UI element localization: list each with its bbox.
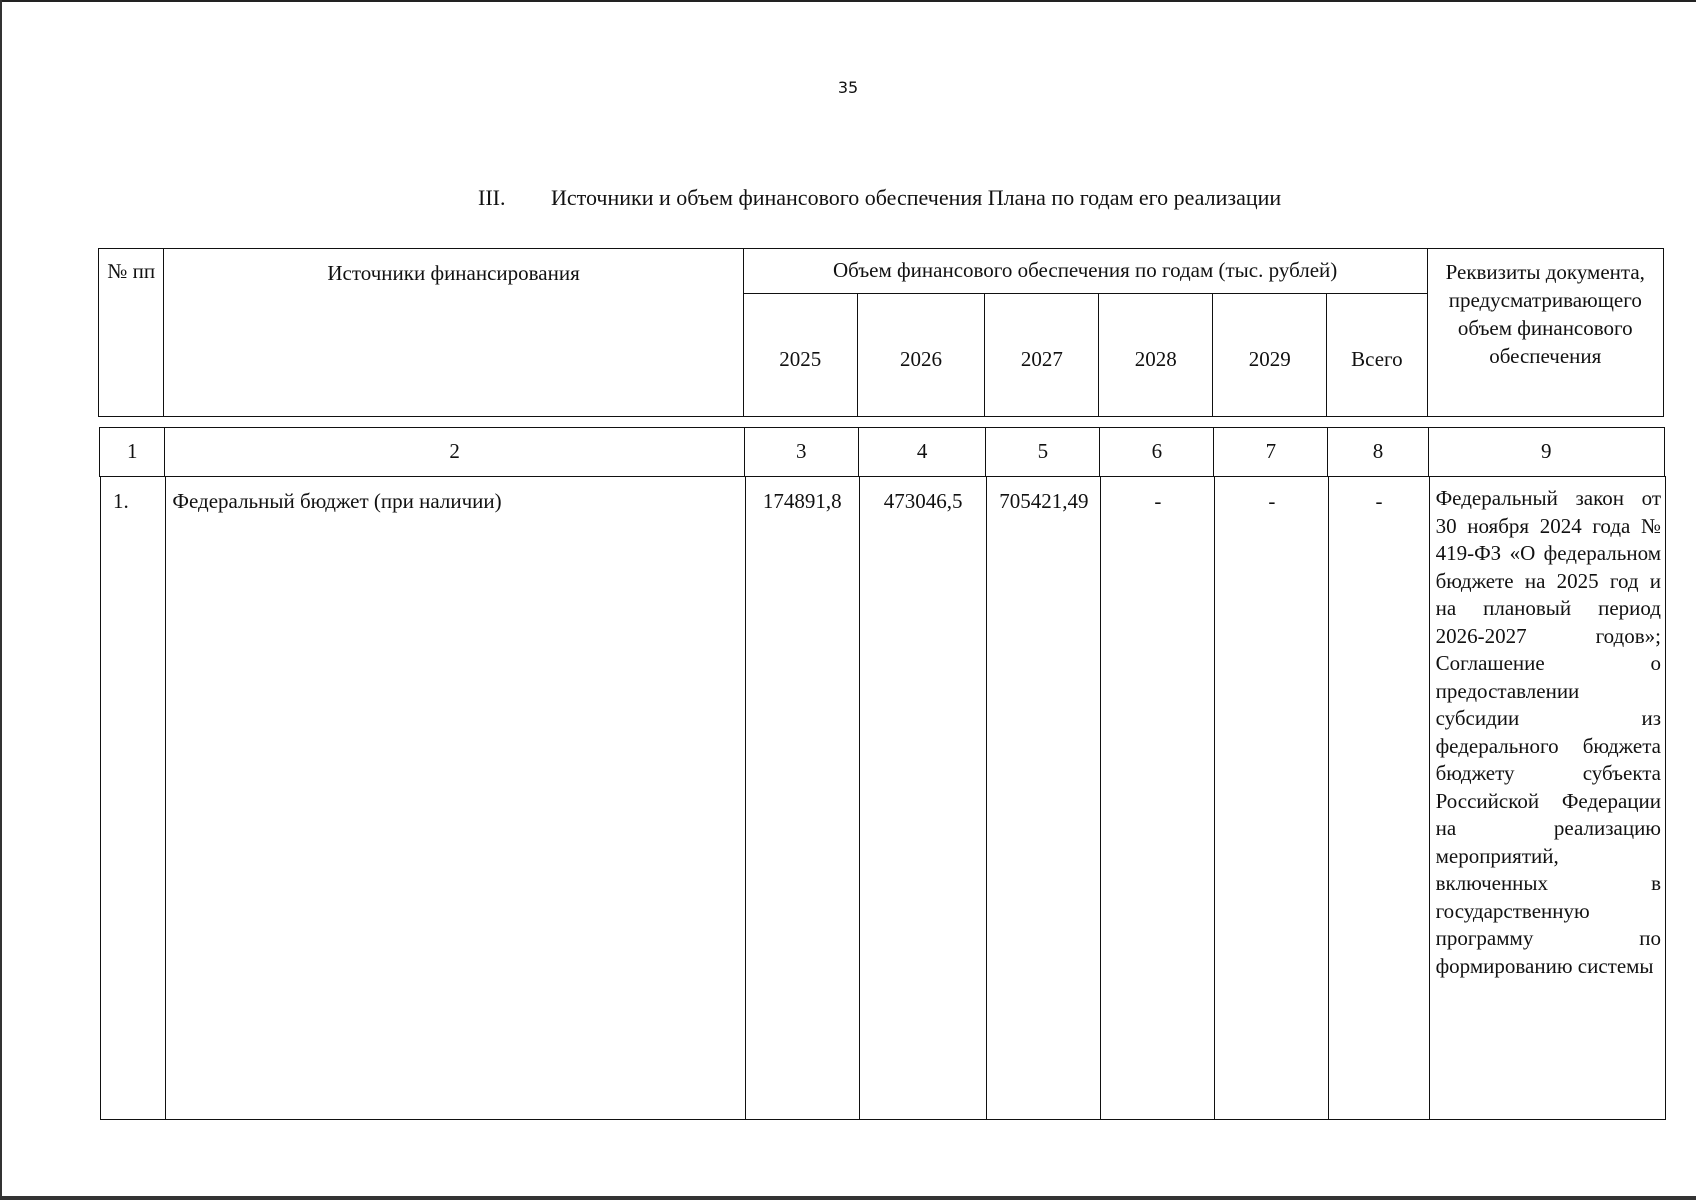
section-heading — [478, 185, 1281, 211]
header-volume: Объем финансового обеспечения по годам (тыс. рублей) — [743, 249, 1427, 294]
column-index: 4 — [858, 428, 986, 477]
column-index: 2 — [165, 428, 744, 477]
column-index-table — [99, 427, 1665, 477]
header-number: № пп — [99, 249, 164, 417]
section-number: III. — [478, 185, 506, 210]
row-requisites: Федеральный закон от 30 ноября 2024 года № 419-ФЗ «О федеральном бюджете на 2025 год и на плановый период 2026-2027 годов»; Соглашение о предоставлении субсидии из федерального бюджета бюджету субъекта Российской Федерации на реализацию мероприятий, включенных в государственную программу по формированию системы — [1429, 477, 1665, 1120]
header-total: Всего — [1327, 294, 1427, 417]
value-2026: 473046,5 — [859, 477, 987, 1120]
value-2029: - — [1215, 477, 1329, 1120]
header-year-2026: 2026 — [857, 294, 985, 417]
financing-table — [100, 476, 1666, 1120]
column-index: 9 — [1428, 428, 1664, 477]
scan-border-top — [0, 0, 1696, 2]
section-title: Источники и объем финансового обеспечения Плана по годам его реализации — [551, 185, 1282, 210]
header-requisites: Реквизиты документа, предусматривающего объем финансового обеспечения — [1427, 249, 1663, 417]
column-index: 1 — [100, 428, 165, 477]
column-index: 6 — [1100, 428, 1214, 477]
header-year-2029: 2029 — [1213, 294, 1327, 417]
header-year-2028: 2028 — [1099, 294, 1213, 417]
column-index: 5 — [986, 428, 1100, 477]
page-number: 35 — [837, 78, 859, 97]
scan-border-bottom — [0, 1196, 1696, 1200]
row-source: Федеральный бюджет (при наличии) — [166, 477, 745, 1120]
value-2027: 705421,49 — [987, 477, 1101, 1120]
column-index: 3 — [744, 428, 858, 477]
column-index: 8 — [1328, 428, 1428, 477]
value-total: - — [1329, 477, 1429, 1120]
scan-border-left — [0, 0, 2, 1200]
row-number: 1. — [101, 477, 166, 1120]
header-source: Источники финансирования — [164, 249, 743, 417]
value-2028: - — [1101, 477, 1215, 1120]
table-row — [101, 477, 1666, 1120]
header-table — [98, 248, 1664, 417]
header-year-2027: 2027 — [985, 294, 1099, 417]
column-index: 7 — [1214, 428, 1328, 477]
header-year-2025: 2025 — [743, 294, 857, 417]
value-2025: 174891,8 — [745, 477, 859, 1120]
